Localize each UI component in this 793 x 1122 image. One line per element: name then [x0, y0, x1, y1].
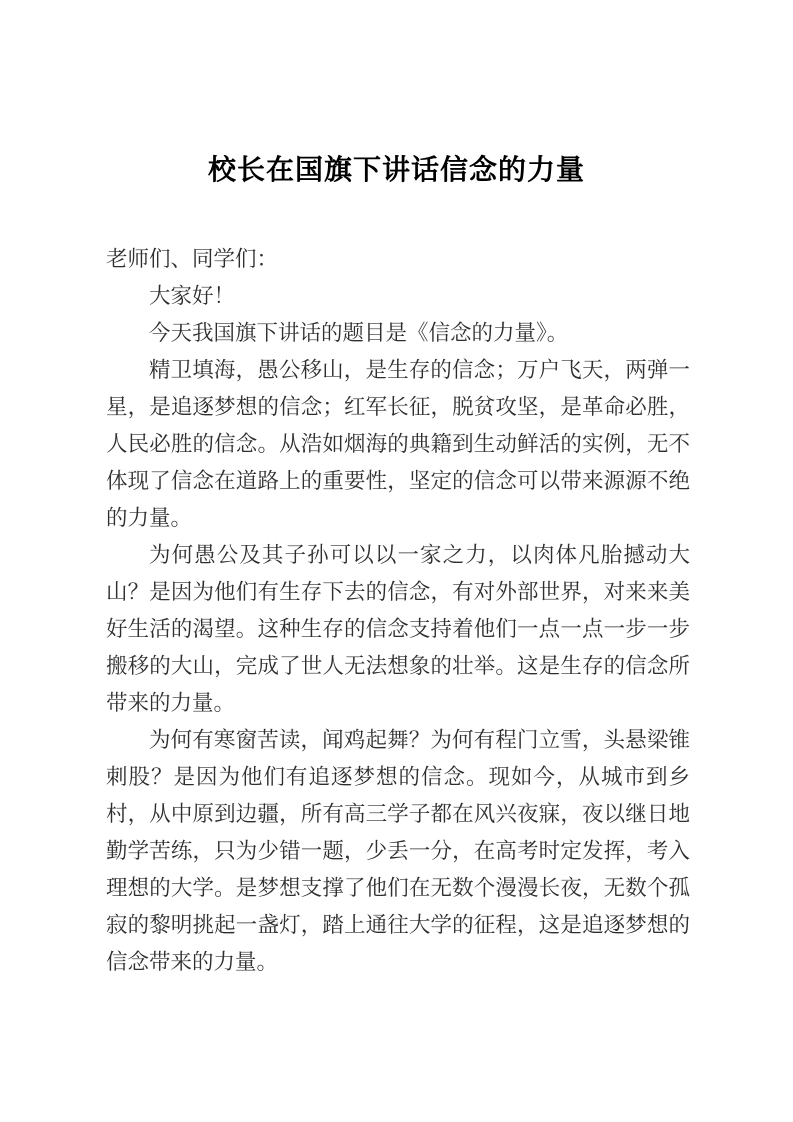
document-title: 校长在国旗下讲话信念的力量 [207, 154, 585, 185]
paragraph-yugong-survival-belief: 为何愚公及其子孙可以以一家之力，以肉体凡胎撼动大山？是因为他们有生存下去的信念，有对外部世界，对来来美好生活的渴望。这种生存的信念支持着他们一点一点一步一步搬移的大山，完成了世人无法想象的壮举。这是生存的信念所带来的力量。 [106, 543, 690, 715]
paragraph-belief-examples: 精卫填海，愚公移山，是生存的信念；万户飞天，两弹一星，是追逐梦想的信念；红军长征，脱贫攻坚，是革命必胜，人民必胜的信念。从浩如烟海的典籍到生动鲜活的实例，无不体现了信念在道路上的重要性，坚定的信念可以带来源源不绝的力量。 [106, 358, 690, 530]
document-body [106, 241, 690, 981]
paragraph-salutation: 老师们、同学们： [106, 247, 279, 271]
paragraph-topic: 今天我国旗下讲话的题目是《信念的力量》。 [149, 321, 569, 345]
paragraph-greeting: 大家好！ [149, 284, 236, 308]
paragraph-dream-belief: 为何有寒窗苦读，闻鸡起舞？为何有程门立雪，头悬梁锥刺股？是因为他们有追逐梦想的信念。现如今，从城市到乡村，从中原到边疆，所有高三学子都在风兴夜寐，夜以继日地勤学苦练，只为少错一题，少丢一分，在高考时定发挥，考入理想的大学。是梦想支撑了他们在无数个漫漫长夜，无数个孤寂的黎明挑起一盏灯，踏上通往大学的征程，这是追逐梦想的信念带来的力量。 [106, 728, 690, 974]
